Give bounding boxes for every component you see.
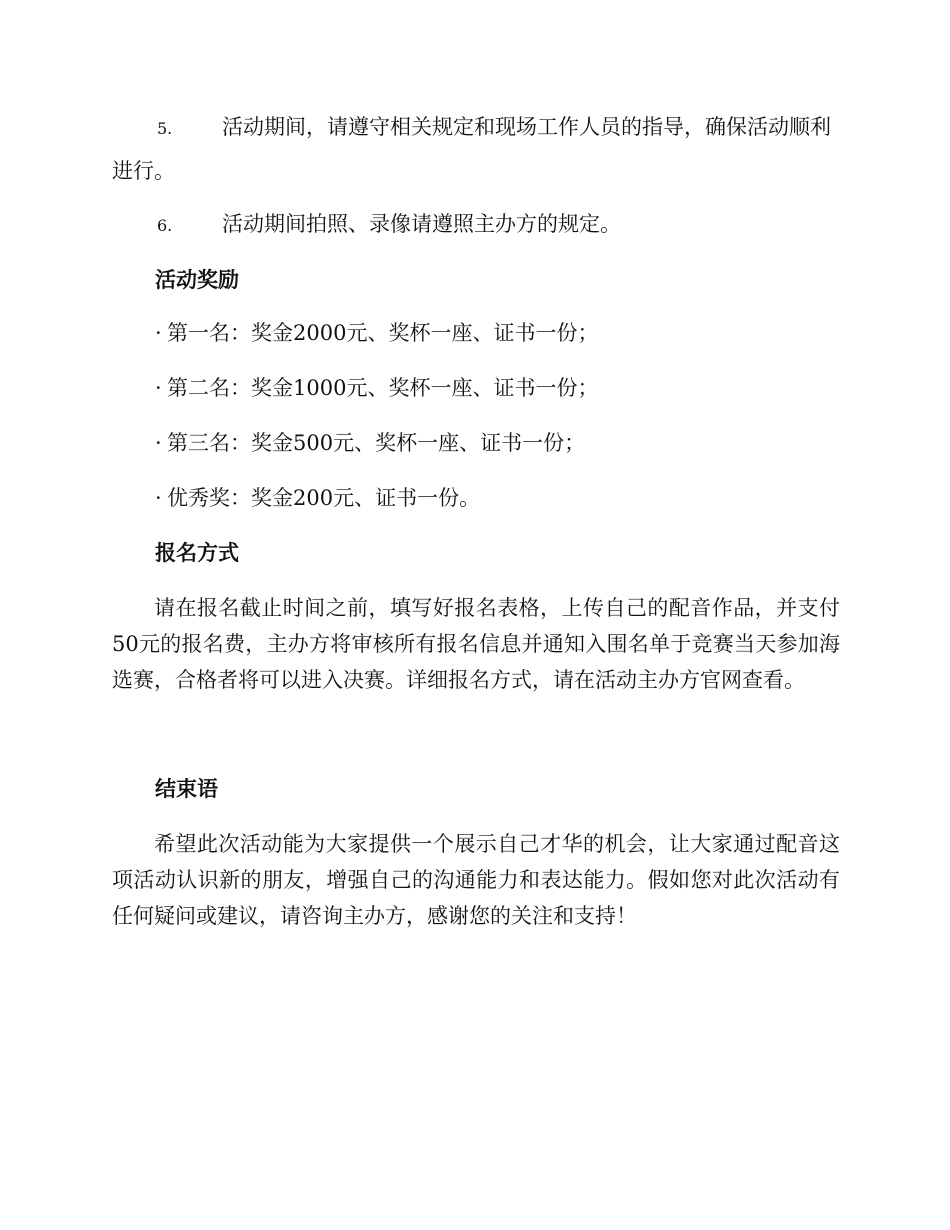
bullet-icon: ·: [155, 486, 162, 510]
closing-paragraph: 希望此次活动能为大家提供一个展示自己才华的机会，让大家通过配音这项活动认识新的朋友，增强自己的沟通能力和表达能力。假如您对此次活动有任何疑问或建议，请咨询主办方，感谢您的关注和支持！: [112, 832, 840, 928]
registration-paragraph: 请在报名截止时间之前，填写好报名表格，上传自己的配音作品，并支付50元的报名费，主办方将审核所有报名信息并通知入围名单于竞赛当天参加海选赛，合格者将可以进入决赛。详细报名方式，请在活动主办方官网查看。: [112, 596, 840, 692]
registration-heading: 报名方式: [155, 541, 239, 565]
award-text: 优秀奖：奖金200元、证书一份。: [167, 486, 481, 510]
award-text: 第二名：奖金1000元、奖杯一座、证书一份；: [167, 376, 599, 400]
award-text: 第一名：奖金2000元、奖杯一座、证书一份；: [167, 321, 599, 345]
rule-text: 活动期间，请遵守相关规定和现场工作人员的指导，确保活动顺利进行。: [112, 115, 831, 183]
rule-item-5: [112, 106, 840, 193]
award-text: 第三名：奖金500元、奖杯一座、证书一份；: [167, 431, 586, 455]
awards-heading: 活动奖励: [155, 268, 239, 292]
award-item-second: [155, 373, 598, 403]
bullet-icon: ·: [155, 376, 162, 400]
award-item-first: [155, 318, 598, 348]
rule-text: 活动期间拍照、录像请遵照主办方的规定。: [222, 212, 621, 236]
rule-number: 6.: [157, 216, 173, 235]
rule-item-6: [112, 203, 840, 247]
bullet-icon: ·: [155, 431, 162, 455]
award-item-excellence: [155, 483, 480, 513]
award-item-third: [155, 428, 585, 458]
closing-heading: 结束语: [155, 777, 218, 801]
rule-number: 5.: [157, 119, 173, 138]
bullet-icon: ·: [155, 321, 162, 345]
